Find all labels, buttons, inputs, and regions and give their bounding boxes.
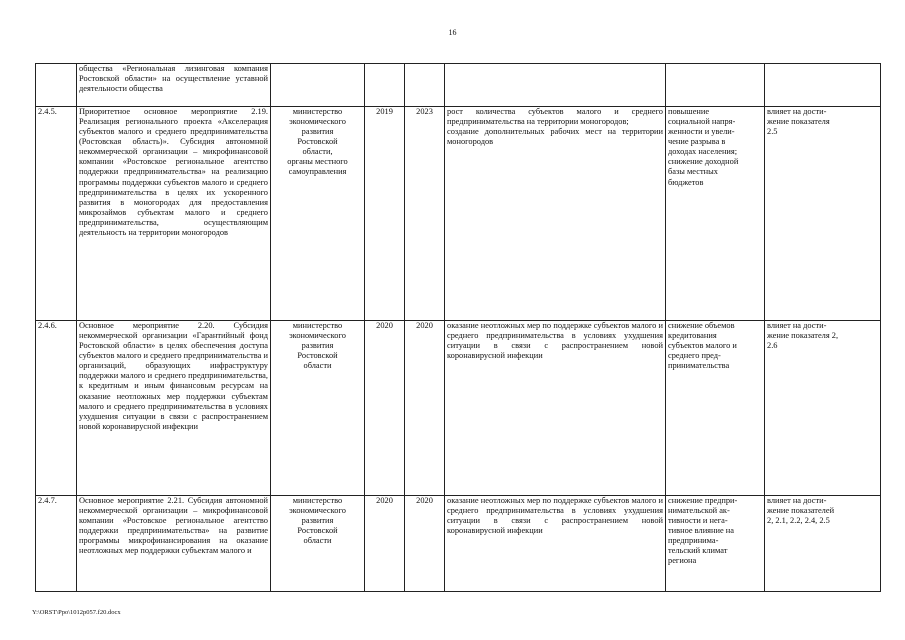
document-file-path: Y:\ORST\Ppo\1012p057.f20.docx bbox=[32, 609, 121, 616]
responsible-executor bbox=[271, 64, 365, 107]
measure-description: общества «Региональная лизинговая компания Ростовской области» на осуществление уставной деятельности общества bbox=[77, 64, 271, 107]
indicator-link: влияет на дости- жение показателя 2, 2.6 bbox=[765, 321, 881, 496]
measure-description: Приоритетное основное мероприятие 2.19. Реализация регионального проекта «Акселерация субъектов малого и среднего предпринимательства (Ростовская область)». Субсидия автономной некоммерческой организации – микрофинансовой компании «Ростовское региональное агентство поддержки предпринимательства» на реализацию программы поддержки субъектов малого и среднего предпринимательства в целях их ускоренного развития в моногородах для предоставления микрозаймов субъектам малого и среднего предпринимательства, осуществляющим деятельность на территории моногородов bbox=[77, 107, 271, 321]
row-number: 2.4.5. bbox=[36, 107, 77, 321]
responsible-executor: министерство экономического развития Ростовской области, органы местного самоуправления bbox=[271, 107, 365, 321]
expected-result: оказание неотложных мер по поддержке субъектов малого и среднего предпринимательства в условиях ухудшения ситуации в связи с распространением новой коронавирусной инфекции bbox=[445, 321, 666, 496]
expected-result: рост количества субъектов малого и среднего предпринимательства на территории моногородов; создание дополнительных рабочих мест на территории моногородов bbox=[445, 107, 666, 321]
end-year bbox=[405, 64, 445, 107]
start-year: 2020 bbox=[365, 496, 405, 592]
indicator-link: влияет на дости- жение показателей 2, 2.1, 2.2, 2.4, 2.5 bbox=[765, 496, 881, 592]
row-number: 2.4.6. bbox=[36, 321, 77, 496]
table-row bbox=[36, 321, 881, 496]
table-row bbox=[36, 64, 881, 107]
start-year bbox=[365, 64, 405, 107]
expected-result: оказание неотложных мер по поддержке субъектов малого и среднего предпринимательства в условиях ухудшения ситуации в связи с распространением новой коронавирусной инфекции bbox=[445, 496, 666, 592]
responsible-executor: министерство экономического развития Ростовской области bbox=[271, 321, 365, 496]
table-row bbox=[36, 107, 881, 321]
row-number bbox=[36, 64, 77, 107]
row-number: 2.4.7. bbox=[36, 496, 77, 592]
expected-result bbox=[445, 64, 666, 107]
non-implementation-consequences: повышение социальной напря- женности и увели- чение разрыва в доходах населения; снижение доходной базы местных бюджетов bbox=[666, 107, 765, 321]
end-year: 2023 bbox=[405, 107, 445, 321]
end-year: 2020 bbox=[405, 321, 445, 496]
start-year: 2020 bbox=[365, 321, 405, 496]
indicator-link: влияет на дости- жение показателя 2.5 bbox=[765, 107, 881, 321]
non-implementation-consequences: снижение объемов кредитования субъектов малого и среднего пред- принимательства bbox=[666, 321, 765, 496]
responsible-executor: министерство экономического развития Ростовской области bbox=[271, 496, 365, 592]
start-year: 2019 bbox=[365, 107, 405, 321]
measure-description: Основное мероприятие 2.21. Субсидия автономной некоммерческой организации – микрофинансовой компании «Ростовское региональное агентство поддержки предпринимательства» на развитие программы микрофинансирования на оказание неотложных мер поддержки субъектам малого и bbox=[77, 496, 271, 592]
end-year: 2020 bbox=[405, 496, 445, 592]
measures-table bbox=[35, 63, 881, 592]
non-implementation-consequences bbox=[666, 64, 765, 107]
indicator-link bbox=[765, 64, 881, 107]
page-number: 16 bbox=[448, 28, 457, 37]
measure-description: Основное мероприятие 2.20. Субсидия некоммерческой организации «Гарантийный фонд Ростовской области» в целях обеспечения доступа субъектов малого и среднего предпринимательства и организаций, образующих инфраструктуру поддержки малого и среднего предпринимательства, к кредитным и иным финансовым ресурсам на оказание неотложных мер поддержки субъектам малого и среднего предпринимательства в условиях ухудшения ситуации в связи с распространением новой коронавирусной инфекции bbox=[77, 321, 271, 496]
non-implementation-consequences: снижение предпри- нимательской ак- тивности и нега- тивное влияние на предпринима- тельский климат региона bbox=[666, 496, 765, 592]
table-row bbox=[36, 496, 881, 592]
